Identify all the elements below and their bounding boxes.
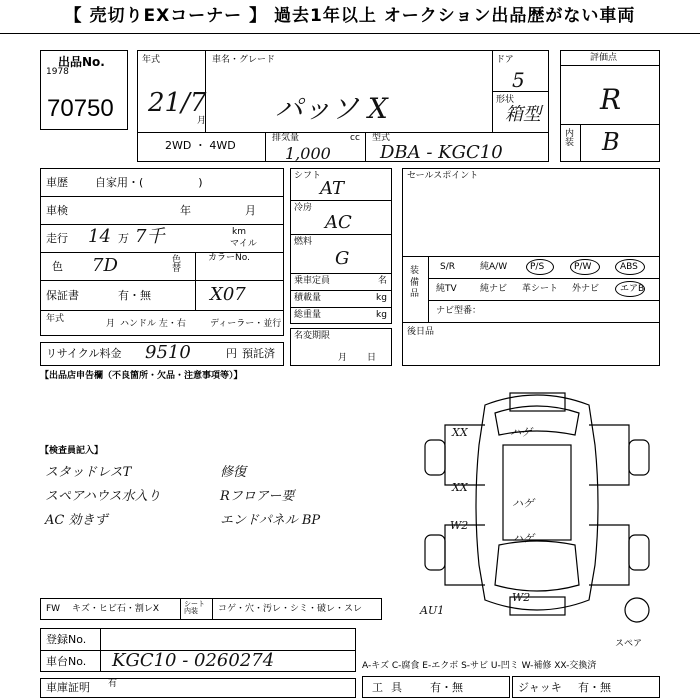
fw-items: キズ・ヒビ石・割レX xyxy=(72,604,159,614)
recycle-value: 9510 xyxy=(145,342,191,363)
door-value: 5 xyxy=(512,68,525,92)
drive-options: 2WD ・ 4WD xyxy=(165,139,236,152)
inspection-month: 月 xyxy=(245,204,256,217)
equip-ext-navi: 外ナビ xyxy=(572,284,600,294)
ac-label: 冷房 xyxy=(294,203,313,213)
equip-navi: 純ナビ xyxy=(480,284,508,294)
ac-value: AC xyxy=(325,212,352,233)
inspection-year: 年 xyxy=(180,204,191,217)
equip-ps-circle xyxy=(526,259,554,275)
model-label: 型式 xyxy=(372,133,391,143)
inspector-title: 【検査員記入】 xyxy=(40,446,104,456)
load-label: 積載量 xyxy=(294,293,322,303)
navi-model-label: ナビ型番： xyxy=(436,306,482,316)
mileage-unit-mile: マイル xyxy=(230,239,257,249)
color-no-label: カラーNo. xyxy=(208,253,250,263)
year-value: 21/7 xyxy=(148,88,207,118)
shift-value: AT xyxy=(320,178,345,199)
month-unit: 月 xyxy=(197,116,207,126)
seat-label: シート内装 xyxy=(184,600,205,615)
tool-value: 有・無 xyxy=(430,681,463,694)
damage-mark-6: ハゲ xyxy=(512,532,534,545)
displacement-label: 排気量 xyxy=(272,133,300,143)
interior-grade: B xyxy=(602,128,620,156)
recycle-note: 預託済 xyxy=(242,347,275,360)
mileage-sen: 7千 xyxy=(135,226,165,247)
gross-label: 総重量 xyxy=(294,310,322,320)
lot-year-code: 1978 xyxy=(46,67,69,77)
year-label: 年式 xyxy=(142,55,161,65)
fuel-label: 燃料 xyxy=(294,237,313,247)
color-value: 7D xyxy=(92,255,118,276)
capacity-unit: 名 xyxy=(378,276,388,286)
shift-label: シフト xyxy=(294,171,322,181)
note-line-1: スタッドレスT xyxy=(45,465,132,480)
banner-title: 【 売切りEXコーナー 】 過去1年以上 オークション出品歴がない車両 xyxy=(0,0,700,34)
warranty-value: 有・無 xyxy=(118,289,151,302)
history-label: 車歴 xyxy=(46,176,68,189)
jack-label: ジャッキ xyxy=(518,681,562,694)
lot-number: 70750 xyxy=(47,95,114,122)
car-diagram xyxy=(415,385,660,625)
displacement-unit: cc xyxy=(350,133,360,143)
tool-label: 工具 xyxy=(372,681,410,694)
seat-items: コゲ・穴・汚レ・シミ・破レ・スレ xyxy=(218,604,363,614)
mileage-label: 走行 xyxy=(46,232,68,245)
new-reg-month: 月 xyxy=(106,319,116,329)
name-change-label: 名変期限 xyxy=(294,331,331,341)
grade-overall: R xyxy=(600,83,622,116)
note-right-1: 修復 xyxy=(220,465,247,480)
mileage-man: 14 xyxy=(88,226,111,247)
handle-label: ハンドル 左・右 xyxy=(120,319,186,329)
mileage-man-unit: 万 xyxy=(118,232,129,245)
damage-mark-2: ハゲ xyxy=(510,426,532,439)
equip-pw-circle xyxy=(570,259,600,275)
history-value: 自家用・( ) xyxy=(95,176,203,189)
damage-mark-5: W2 xyxy=(450,519,469,532)
equip-tv: 純TV xyxy=(436,284,457,294)
chassis-value: KGC10 - 0260274 xyxy=(112,650,275,671)
inspection-label: 車検 xyxy=(46,204,68,217)
damage-mark-7: W2 xyxy=(512,591,531,604)
reg-label: 登録No. xyxy=(46,633,87,646)
damage-legend: A-キズ C-腐食 E-エクボ S-サビ U-凹ミ W-補修 XX-交換済 xyxy=(362,661,597,671)
damage-mark-8: AU1 xyxy=(420,604,445,617)
fw-label: FW xyxy=(46,604,61,614)
equip-aw: 純A/W xyxy=(480,262,508,272)
jack-value: 有・無 xyxy=(578,681,611,694)
damage-mark-3: XX xyxy=(452,481,468,494)
equip-leather: 革シート xyxy=(522,284,559,294)
shape-value: 箱型 xyxy=(505,104,541,125)
note-right-3: エンドパネル BP xyxy=(220,513,321,528)
mileage-unit-km: km xyxy=(232,227,246,237)
equip-abs-circle xyxy=(615,259,645,275)
equip-airbag: エアB xyxy=(620,284,645,294)
load-unit: kg xyxy=(376,293,387,303)
chassis-label: 車台No. xyxy=(46,655,87,668)
model-value: DBA - KGC10 xyxy=(380,142,503,163)
cert-label: 車庫証明 xyxy=(46,681,90,694)
equip-pw: P/W xyxy=(574,262,592,272)
warranty-label: 保証書 xyxy=(46,289,79,302)
recycle-unit: 円 xyxy=(226,347,237,360)
interior-label: 内装 xyxy=(565,129,575,148)
notes-title: 【出品店申告欄（不良箇所・欠品・注意事項等）】 xyxy=(40,371,243,381)
equipment-label: 装備品 xyxy=(410,266,420,300)
equip-sr: S/R xyxy=(440,262,455,272)
cert-sub: 有 xyxy=(108,679,118,689)
color-change: 色替 xyxy=(172,255,182,274)
note-right-2: Rフロアー要 xyxy=(220,489,295,504)
fuel-value: G xyxy=(335,248,350,269)
damage-mark-1: XX xyxy=(452,426,468,439)
recycle-label: リサイクル料金 xyxy=(46,347,122,360)
grade-label: 評価点 xyxy=(590,53,618,63)
equip-ps: P/S xyxy=(530,262,545,272)
new-reg-label: 年式 xyxy=(46,314,65,324)
name-change-unit: 月日 xyxy=(338,353,397,363)
displacement-value: 1,000 xyxy=(285,144,331,163)
note-line-3: AC 効きず xyxy=(45,513,108,528)
equip-airbag-circle xyxy=(615,281,645,297)
dealer-label: ディーラー・並行 xyxy=(210,319,282,329)
sales-point-label: セールスポイント xyxy=(407,171,479,181)
gross-unit: kg xyxy=(376,310,387,320)
color-no-value: X07 xyxy=(210,284,246,305)
door-label: ドア xyxy=(496,55,514,65)
note-line-2: スペアハウス水入り xyxy=(45,489,161,504)
color-label: 色 xyxy=(52,260,63,273)
name-label: 車名・グレード xyxy=(212,55,276,65)
lot-label: 出品No. xyxy=(58,55,105,69)
equip-abs: ABS xyxy=(620,262,638,272)
damage-mark-4: ハゲ xyxy=(512,497,534,510)
shape-label: 形状 xyxy=(496,95,515,105)
capacity-label: 乗車定員 xyxy=(294,276,331,286)
history-date-label: 後日品 xyxy=(407,327,435,337)
spare-label: スペア xyxy=(615,639,643,649)
name-value: パッソ X xyxy=(275,92,388,125)
